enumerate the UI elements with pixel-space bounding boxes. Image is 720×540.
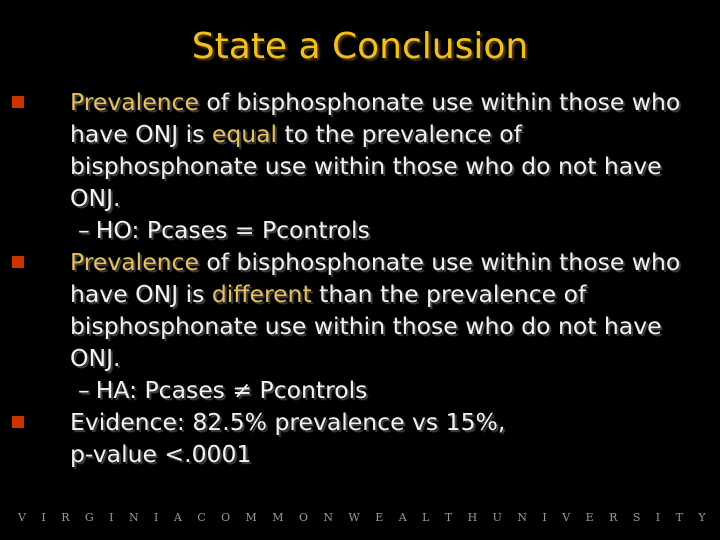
sub-bullet-item	[78, 374, 700, 406]
footer-letter: A	[398, 511, 407, 524]
bullet-item	[70, 246, 700, 374]
highlight-term: equal	[211, 120, 278, 148]
footer-letter: I	[41, 511, 46, 524]
footer-letter: I	[109, 511, 114, 524]
slide-title: State a Conclusion	[191, 26, 529, 67]
footer-letter: C	[197, 511, 206, 524]
bullet-text: to the prevalence of bisphosphonate use within those who do not have ONJ.	[70, 120, 662, 212]
footer-letter: A	[173, 511, 182, 524]
footer-letter: O	[298, 511, 308, 524]
highlight-term: Prevalence	[70, 248, 199, 276]
evidence-text: Evidence: 82.5% prevalence vs 15%,	[70, 408, 506, 436]
hypothesis-null: HO: Pcases = Pcontrols	[95, 216, 370, 244]
bullet-text: of bisphosphonate use within those who have ONJ is	[70, 88, 681, 148]
footer-letter: V	[562, 511, 571, 524]
bullet-text: of bisphosphonate use within those who have ONJ is	[70, 248, 681, 308]
footer-letter: H	[467, 511, 478, 524]
footer-letter: R	[61, 511, 70, 524]
bullet-square-icon	[12, 416, 24, 428]
bullet-item	[70, 406, 700, 470]
footer-letter: V	[18, 511, 26, 524]
bullet-square-icon	[12, 256, 24, 268]
bullet-list	[70, 86, 700, 470]
footer-letter: N	[323, 511, 334, 524]
bullet-square-icon	[12, 96, 24, 108]
sub-bullet-item	[78, 214, 700, 246]
footer-letter: E	[585, 511, 594, 524]
p-value-text: p-value <.0001	[70, 440, 252, 468]
bullet-item	[70, 86, 700, 214]
hypothesis-alternative: HA: Pcases ≠ Pcontrols	[95, 376, 368, 404]
footer-letter: M	[272, 511, 284, 524]
footer-letter: U	[492, 511, 502, 524]
highlight-term: different	[211, 280, 312, 308]
footer-letter: I	[542, 511, 547, 524]
bullet-text: than the prevalence of bisphosphonate use within those who do not have ONJ.	[70, 280, 662, 372]
footer-letter: R	[609, 511, 618, 524]
footer-letter: N	[128, 511, 139, 524]
footer-letter: M	[245, 511, 257, 524]
footer-letter: T	[444, 511, 453, 524]
footer-letter: Y	[698, 511, 706, 524]
footer-letter: S	[632, 511, 641, 524]
footer-letter: T	[675, 511, 683, 524]
footer-letter: L	[422, 511, 430, 524]
dash-marker: –	[78, 376, 90, 404]
footer-letter: N	[517, 511, 527, 524]
footer-letter: E	[375, 511, 384, 524]
footer-letter: W	[348, 511, 360, 524]
university-footer	[0, 511, 720, 531]
footer-letter: I	[154, 511, 159, 524]
footer-letter: O	[221, 511, 231, 524]
dash-marker: –	[78, 216, 90, 244]
footer-letter: I	[655, 511, 661, 524]
footer-letter: G	[84, 511, 94, 524]
highlight-term: Prevalence	[70, 88, 199, 116]
